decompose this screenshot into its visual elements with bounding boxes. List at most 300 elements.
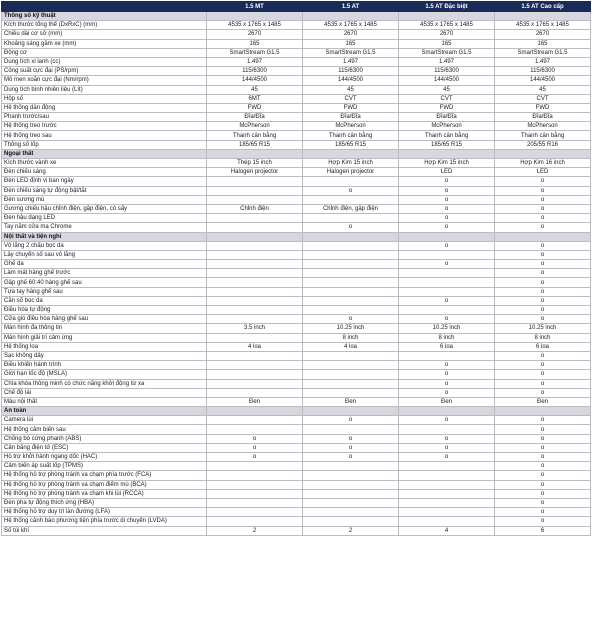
section-header-cell xyxy=(399,149,495,158)
value-cell: Thanh cân bằng xyxy=(399,131,495,140)
table-row xyxy=(2,241,591,250)
table-row xyxy=(2,315,591,324)
value-cell: SmartStream G1.5 xyxy=(303,48,399,57)
value-cell: o xyxy=(495,315,591,324)
value-cell xyxy=(303,287,399,296)
header-corner xyxy=(2,2,207,12)
value-cell: 2 xyxy=(207,526,303,535)
value-cell: 115/6300 xyxy=(207,67,303,76)
value-cell: McPherson xyxy=(495,122,591,131)
value-cell: 185/65 R15 xyxy=(303,140,399,149)
table-row xyxy=(2,269,591,278)
value-cell xyxy=(207,269,303,278)
value-cell: McPherson xyxy=(207,122,303,131)
value-cell: Chỉnh điện xyxy=(207,204,303,213)
value-cell xyxy=(207,517,303,526)
value-cell xyxy=(303,306,399,315)
section-title: Thông số kỹ thuật xyxy=(2,12,207,21)
row-label: Chống bó cứng phanh (ABS) xyxy=(2,434,207,443)
value-cell xyxy=(303,471,399,480)
value-cell: o xyxy=(303,434,399,443)
value-cell: FWD xyxy=(207,103,303,112)
section-header-cell xyxy=(303,407,399,416)
value-cell: McPherson xyxy=(399,122,495,131)
value-cell: 115/6300 xyxy=(399,67,495,76)
value-cell: CVT xyxy=(303,94,399,103)
table-row xyxy=(2,526,591,535)
value-cell: o xyxy=(495,296,591,305)
value-cell: o xyxy=(495,471,591,480)
row-label: Hệ thống hỗ trợ phòng tránh va chạm phía trước (FCA) xyxy=(2,471,207,480)
row-label: Lẫy chuyển số sau vô lăng xyxy=(2,250,207,259)
value-cell xyxy=(303,260,399,269)
value-cell: 8 inch xyxy=(495,333,591,342)
value-cell: o xyxy=(399,361,495,370)
value-cell xyxy=(207,480,303,489)
value-cell xyxy=(303,498,399,507)
table-row xyxy=(2,57,591,66)
value-cell: 165 xyxy=(495,39,591,48)
value-cell xyxy=(303,489,399,498)
table-row xyxy=(2,103,591,112)
value-cell: o xyxy=(495,223,591,232)
value-cell: o xyxy=(399,453,495,462)
section-title: Nội thất và tiện nghi xyxy=(2,232,207,241)
value-cell: Chỉnh điện, gập điện xyxy=(303,204,399,213)
table-row xyxy=(2,214,591,223)
table-row xyxy=(2,278,591,287)
value-cell: Đĩa/Đĩa xyxy=(303,113,399,122)
value-cell: o xyxy=(303,453,399,462)
value-cell: o xyxy=(495,370,591,379)
value-cell: 10.25 inch xyxy=(495,324,591,333)
value-cell xyxy=(303,269,399,278)
value-cell: o xyxy=(399,443,495,452)
value-cell: 45 xyxy=(399,85,495,94)
row-label: Kích thước tổng thể (DxRxC) (mm) xyxy=(2,21,207,30)
section-header-row xyxy=(2,12,591,21)
value-cell: o xyxy=(495,177,591,186)
value-cell: Đĩa/Đĩa xyxy=(495,113,591,122)
header-row xyxy=(2,2,591,12)
table-row xyxy=(2,260,591,269)
row-label: Cần số bọc da xyxy=(2,296,207,305)
value-cell: o xyxy=(399,296,495,305)
value-cell: o xyxy=(495,214,591,223)
value-cell: LED xyxy=(495,168,591,177)
value-cell: Thép 15 inch xyxy=(207,159,303,168)
value-cell: o xyxy=(495,195,591,204)
value-cell xyxy=(399,480,495,489)
row-label: Gập ghế 60:40 hàng ghế sau xyxy=(2,278,207,287)
table-row xyxy=(2,379,591,388)
table-body xyxy=(2,12,591,536)
section-header-cell xyxy=(207,149,303,158)
value-cell: 6 xyxy=(495,526,591,535)
value-cell: o xyxy=(495,241,591,250)
value-cell: 45 xyxy=(303,85,399,94)
row-label: Giới hạn tốc độ (MSLA) xyxy=(2,370,207,379)
row-label: Hệ thống hỗ trợ duy trì làn đường (LFA) xyxy=(2,508,207,517)
value-cell: o xyxy=(495,489,591,498)
section-header-cell xyxy=(303,149,399,158)
value-cell: SmartStream G1.5 xyxy=(207,48,303,57)
table-row xyxy=(2,177,591,186)
value-cell: Halogen projector xyxy=(303,168,399,177)
value-cell: CVT xyxy=(399,94,495,103)
value-cell: Thanh cân bằng xyxy=(495,131,591,140)
value-cell xyxy=(207,388,303,397)
value-cell: o xyxy=(207,434,303,443)
value-cell xyxy=(303,214,399,223)
value-cell: o xyxy=(495,260,591,269)
value-cell: o xyxy=(303,223,399,232)
value-cell: o xyxy=(495,508,591,517)
table-row xyxy=(2,351,591,360)
section-header-cell xyxy=(207,232,303,241)
value-cell: o xyxy=(495,425,591,434)
table-row xyxy=(2,306,591,315)
row-label: Camera lùi xyxy=(2,416,207,425)
value-cell xyxy=(207,241,303,250)
value-cell: Thanh cân bằng xyxy=(207,131,303,140)
value-cell: 185/65 R15 xyxy=(399,140,495,149)
value-cell xyxy=(303,250,399,259)
value-cell xyxy=(399,425,495,434)
value-cell: o xyxy=(495,517,591,526)
value-cell: o xyxy=(495,269,591,278)
value-cell: 10.25 inch xyxy=(303,324,399,333)
value-cell xyxy=(207,498,303,507)
section-title: An toàn xyxy=(2,407,207,416)
value-cell: o xyxy=(495,388,591,397)
row-label: Động cơ xyxy=(2,48,207,57)
row-label: Chế độ lái xyxy=(2,388,207,397)
value-cell xyxy=(303,177,399,186)
value-cell: Hợp Kim 16 inch xyxy=(495,159,591,168)
value-cell xyxy=(207,379,303,388)
row-label: Thông số lốp xyxy=(2,140,207,149)
value-cell: o xyxy=(399,416,495,425)
value-cell xyxy=(207,315,303,324)
row-label: Công suất cực đại (PS/rpm) xyxy=(2,67,207,76)
value-cell xyxy=(207,351,303,360)
section-header-cell xyxy=(495,407,591,416)
value-cell: o xyxy=(399,223,495,232)
value-cell: 144/4500 xyxy=(495,76,591,85)
table-row xyxy=(2,361,591,370)
value-cell: 185/65 R15 xyxy=(207,140,303,149)
row-label: Hệ thống treo trước xyxy=(2,122,207,131)
row-label: Màu nội thất xyxy=(2,397,207,406)
table-row xyxy=(2,168,591,177)
value-cell xyxy=(303,425,399,434)
value-cell: Đĩa/Đĩa xyxy=(399,113,495,122)
value-cell: 6 loa xyxy=(495,342,591,351)
value-cell: o xyxy=(495,498,591,507)
section-header-cell xyxy=(399,12,495,21)
value-cell: Thanh cân bằng xyxy=(303,131,399,140)
value-cell: o xyxy=(495,351,591,360)
value-cell: 2670 xyxy=(303,30,399,39)
value-cell xyxy=(207,223,303,232)
table-row xyxy=(2,342,591,351)
value-cell: 4535 x 1765 x 1485 xyxy=(303,21,399,30)
value-cell: 1.497 xyxy=(495,57,591,66)
table-row xyxy=(2,140,591,149)
table-row xyxy=(2,416,591,425)
table-row xyxy=(2,250,591,259)
column-header: 1.5 MT xyxy=(207,2,303,12)
table-row xyxy=(2,370,591,379)
value-cell: o xyxy=(495,480,591,489)
value-cell: o xyxy=(399,177,495,186)
value-cell xyxy=(207,260,303,269)
value-cell xyxy=(399,462,495,471)
value-cell xyxy=(303,379,399,388)
value-cell xyxy=(207,177,303,186)
value-cell: 144/4500 xyxy=(303,76,399,85)
spec-sheet xyxy=(1,1,589,536)
value-cell xyxy=(207,214,303,223)
table-row xyxy=(2,333,591,342)
value-cell: 3.5 inch xyxy=(207,324,303,333)
value-cell: 1.497 xyxy=(303,57,399,66)
row-label: Đèn chiếu sáng xyxy=(2,168,207,177)
value-cell xyxy=(399,306,495,315)
value-cell xyxy=(207,287,303,296)
value-cell: o xyxy=(495,462,591,471)
section-header-cell xyxy=(399,232,495,241)
value-cell xyxy=(303,195,399,204)
value-cell: 10.25 inch xyxy=(399,324,495,333)
row-label: Cảm biến áp suất lốp (TPMS) xyxy=(2,462,207,471)
value-cell xyxy=(303,462,399,471)
value-cell: 4535 x 1765 x 1485 xyxy=(399,21,495,30)
value-cell: o xyxy=(495,204,591,213)
value-cell xyxy=(303,517,399,526)
value-cell: o xyxy=(399,195,495,204)
value-cell: 144/4500 xyxy=(399,76,495,85)
row-label: Cân bằng điện tử (ESC) xyxy=(2,443,207,452)
table-row xyxy=(2,434,591,443)
row-label: Đèn chiếu sáng tự động bật/tắt xyxy=(2,186,207,195)
value-cell: 6 loa xyxy=(399,342,495,351)
value-cell: o xyxy=(495,416,591,425)
value-cell: o xyxy=(495,287,591,296)
value-cell: o xyxy=(399,204,495,213)
table-row xyxy=(2,453,591,462)
row-label: Hỗ trợ khởi hành ngang dốc (HAC) xyxy=(2,453,207,462)
value-cell xyxy=(399,250,495,259)
row-label: Đèn sương mù xyxy=(2,195,207,204)
value-cell xyxy=(399,471,495,480)
value-cell: o xyxy=(399,315,495,324)
table-row xyxy=(2,489,591,498)
value-cell: o xyxy=(207,453,303,462)
table-row xyxy=(2,94,591,103)
value-cell xyxy=(207,471,303,480)
value-cell xyxy=(207,296,303,305)
value-cell: 115/6300 xyxy=(495,67,591,76)
row-label: Khoảng sáng gầm xe (mm) xyxy=(2,39,207,48)
value-cell xyxy=(207,425,303,434)
column-header: 1.5 AT Cao cấp xyxy=(495,2,591,12)
row-label: Vô lăng 2 chấu bọc da xyxy=(2,241,207,250)
value-cell: FWD xyxy=(399,103,495,112)
value-cell xyxy=(207,462,303,471)
value-cell: 8 inch xyxy=(303,333,399,342)
value-cell: o xyxy=(495,443,591,452)
section-header-row xyxy=(2,407,591,416)
table-row xyxy=(2,508,591,517)
table-row xyxy=(2,67,591,76)
value-cell: 165 xyxy=(303,39,399,48)
value-cell xyxy=(303,278,399,287)
value-cell: Hợp Kim 15 inch xyxy=(303,159,399,168)
value-cell: 8 inch xyxy=(399,333,495,342)
row-label: Tựa tay hàng ghế sau xyxy=(2,287,207,296)
row-label: Chìa khóa thông minh có chức năng khởi động từ xa xyxy=(2,379,207,388)
row-label: Số túi khí xyxy=(2,526,207,535)
value-cell xyxy=(303,241,399,250)
value-cell xyxy=(303,296,399,305)
value-cell: 165 xyxy=(399,39,495,48)
section-header-cell xyxy=(303,232,399,241)
value-cell: o xyxy=(495,361,591,370)
value-cell xyxy=(207,508,303,517)
value-cell xyxy=(399,517,495,526)
row-label: Dung tích bình nhiên liệu (Lít) xyxy=(2,85,207,94)
value-cell xyxy=(207,186,303,195)
column-header: 1.5 AT Đặc biệt xyxy=(399,2,495,12)
table-row xyxy=(2,517,591,526)
value-cell: o xyxy=(399,379,495,388)
value-cell xyxy=(399,278,495,287)
table-row xyxy=(2,195,591,204)
table-row xyxy=(2,159,591,168)
value-cell: o xyxy=(399,186,495,195)
value-cell: o xyxy=(495,250,591,259)
table-row xyxy=(2,498,591,507)
row-label: Hệ thống cảm biến sau xyxy=(2,425,207,434)
table-row xyxy=(2,204,591,213)
section-header-cell xyxy=(495,149,591,158)
table-row xyxy=(2,397,591,406)
value-cell xyxy=(399,498,495,507)
table-row xyxy=(2,21,591,30)
value-cell xyxy=(207,278,303,287)
value-cell: 4 loa xyxy=(303,342,399,351)
value-cell: Đen xyxy=(495,397,591,406)
value-cell: Đen xyxy=(303,397,399,406)
value-cell: Halogen projector xyxy=(207,168,303,177)
row-label: Mô men xoắn cực đại (Nm/rpm) xyxy=(2,76,207,85)
value-cell: 45 xyxy=(495,85,591,94)
value-cell xyxy=(207,250,303,259)
value-cell xyxy=(303,361,399,370)
row-label: Hệ thống loa xyxy=(2,342,207,351)
value-cell xyxy=(303,480,399,489)
row-label: Hệ thống hỗ trợ phòng tránh va chạm điểm mù (BCA) xyxy=(2,480,207,489)
table-row xyxy=(2,443,591,452)
row-label: Hộp số xyxy=(2,94,207,103)
value-cell xyxy=(399,489,495,498)
row-label: Cửa gió điều hòa hàng ghế sau xyxy=(2,315,207,324)
section-header-cell xyxy=(399,407,495,416)
value-cell xyxy=(207,333,303,342)
value-cell xyxy=(399,287,495,296)
value-cell: SmartStream G1.5 xyxy=(495,48,591,57)
value-cell: 165 xyxy=(207,39,303,48)
value-cell xyxy=(207,306,303,315)
value-cell: 4 loa xyxy=(207,342,303,351)
value-cell: SmartStream G1.5 xyxy=(399,48,495,57)
value-cell: o xyxy=(495,434,591,443)
value-cell: o xyxy=(399,260,495,269)
section-header-cell xyxy=(495,232,591,241)
value-cell: 4 xyxy=(399,526,495,535)
value-cell: o xyxy=(303,315,399,324)
table-row xyxy=(2,425,591,434)
row-label: Sạc không dây xyxy=(2,351,207,360)
value-cell: Đen xyxy=(207,397,303,406)
row-label: Gương chiếu hậu chỉnh điện, gập điện, có sấy xyxy=(2,204,207,213)
table-row xyxy=(2,223,591,232)
value-cell: Đen xyxy=(399,397,495,406)
section-title: Ngoại thất xyxy=(2,149,207,158)
value-cell: o xyxy=(495,306,591,315)
value-cell: 115/6300 xyxy=(303,67,399,76)
value-cell: FWD xyxy=(495,103,591,112)
row-label: Màn hình giải trí cảm ứng xyxy=(2,333,207,342)
value-cell: o xyxy=(495,453,591,462)
table-row xyxy=(2,296,591,305)
value-cell: 4535 x 1765 x 1485 xyxy=(207,21,303,30)
value-cell: o xyxy=(207,443,303,452)
table-row xyxy=(2,48,591,57)
value-cell: o xyxy=(399,241,495,250)
spec-table xyxy=(1,1,591,536)
value-cell xyxy=(399,351,495,360)
table-header xyxy=(2,2,591,12)
value-cell: Đĩa/Đĩa xyxy=(207,113,303,122)
value-cell: o xyxy=(495,186,591,195)
value-cell: o xyxy=(303,443,399,452)
value-cell: o xyxy=(399,214,495,223)
value-cell: 1.497 xyxy=(399,57,495,66)
value-cell: o xyxy=(495,278,591,287)
value-cell xyxy=(303,351,399,360)
row-label: Ghế da xyxy=(2,260,207,269)
value-cell: o xyxy=(399,388,495,397)
table-row xyxy=(2,131,591,140)
table-row xyxy=(2,76,591,85)
value-cell: 144/4500 xyxy=(207,76,303,85)
table-row xyxy=(2,39,591,48)
value-cell: 1.497 xyxy=(207,57,303,66)
value-cell xyxy=(303,370,399,379)
value-cell: LED xyxy=(399,168,495,177)
row-label: Kích thước vành xe xyxy=(2,159,207,168)
value-cell xyxy=(207,361,303,370)
row-label: Hệ thống treo sau xyxy=(2,131,207,140)
table-row xyxy=(2,30,591,39)
table-row xyxy=(2,85,591,94)
row-label: Tay nắm cửa mạ Chrome xyxy=(2,223,207,232)
value-cell: 4535 x 1765 x 1485 xyxy=(495,21,591,30)
table-row xyxy=(2,287,591,296)
